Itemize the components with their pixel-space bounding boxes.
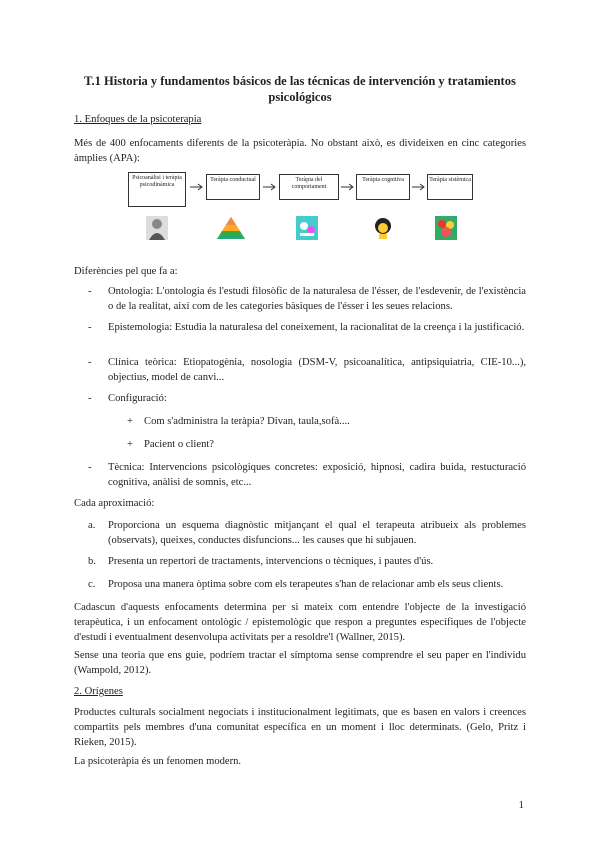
approach-item: Proporciona un esquema diagnòstic mitjançant el qual el terapeuta atribueix als problemes (observats), queixes, conductes disfuncions... les causes que hi subjauen. xyxy=(108,520,526,546)
arrow-icon xyxy=(412,183,426,191)
difference-clinical: Clínica teòrica: Etiopatogènia, nosologia (DSM-V, psicoanalítica, antipsiquiatria, CIE-10...), objectius, model de canvi... xyxy=(108,357,526,383)
page-title: T.1 Historia y fundamentos básicos de las técnicas de intervención y tratamientos psicológicos xyxy=(84,74,516,104)
approach-item: Proposa una manera òptima sobre com els terapeutes s'han de relacionar amb els seus clients. xyxy=(108,579,504,590)
approach-label: b. xyxy=(88,556,96,567)
difference-epistemology: Epistemologia: Estudia la naturalesa del coneixement, la racionalitat de la creença i la justificació. xyxy=(108,322,525,333)
cognitive-icon xyxy=(372,216,394,240)
bullet-dash: - xyxy=(88,462,92,473)
difference-technique: Tècnica: Intervencions psicològiques concretes: exposició, hipnosi, cadira buida, restucturació cognitiva, anàlisi de somnis, etc... xyxy=(108,462,526,488)
paragraph-origins: Productes culturals socialment negociats i institucionalment legitimats, que es basen en valors i creences compartits pels membres d'una comunitat específica en un moment i lloc determinats. (Gelo, Pritz i Rieken, 2015). xyxy=(74,707,526,748)
paragraph-theory: Sense una teoria que ens guie, podríem tractar el símptoma sense comprendre el seu paper en l'individu (Wampold, 2012). xyxy=(74,650,526,676)
bullet-dash: - xyxy=(88,393,92,404)
category-box-behavioral: Teràpia conductual xyxy=(206,174,260,200)
therapy-categories-diagram xyxy=(128,174,473,249)
section-heading-2: 2. Orígenes xyxy=(74,686,123,697)
config-item-patient: Pacient o client? xyxy=(144,439,215,450)
category-box-behavior: Teràpia del comportament xyxy=(279,174,339,200)
arrow-icon xyxy=(341,183,355,191)
arrow-icon xyxy=(263,183,277,191)
approach-heading: Cada aproximació: xyxy=(74,498,155,509)
section-heading-1: 1. Enfoques de la psicoterapia xyxy=(74,114,202,125)
bullet-dash: - xyxy=(88,357,92,368)
bullet-plus: + xyxy=(127,416,133,427)
systemic-illustration xyxy=(435,216,457,240)
difference-configuration: Configuració: xyxy=(108,393,167,404)
config-item-administration: Com s'administra la teràpia? Divan, taula,sofà.... xyxy=(144,416,350,427)
page-number: 1 xyxy=(518,799,524,811)
bullet-dash: - xyxy=(88,322,92,333)
paragraph-modern: La psicoteràpia és un fenomen modern. xyxy=(74,756,242,767)
difference-ontology: Ontologia: L'ontologia és l'estudi filosòfic de la naturalesa de l'ésser, de l'esdevenir, de l'existència o de la realitat, així com de les categories bàsiques de l'ésser i les seues relacions. xyxy=(108,286,526,312)
approach-label: a. xyxy=(88,520,96,531)
paragraph-approaches: Cadascun d'aquests enfocaments determina per si mateix com entendre l'objecte de la investigació terapèutica, i un enfocament ontològic / epistemològic que respon a preguntes específiques de l'objecte d'estudi i eventualment desenvolupa activitats per a resoldre'l (Wallner, 2015). xyxy=(74,602,526,643)
approach-item: Presenta un repertori de tractaments, intervencions o tècniques, i pautes d'ús. xyxy=(108,556,434,567)
approach-label: c. xyxy=(88,579,96,590)
portrait-image xyxy=(146,216,168,240)
category-box-systemic: Teràpia sistèmica xyxy=(427,174,473,200)
pyramid-icon xyxy=(216,216,246,240)
category-box-psychoanalysis: Psicoanàlisi i teràpia psicodinàmica xyxy=(128,172,186,207)
bullet-dash: - xyxy=(88,286,92,297)
differences-heading: Diferències pel que fa a: xyxy=(74,266,178,277)
bullet-plus: + xyxy=(127,439,133,450)
category-box-cognitive: Teràpia cognitiva xyxy=(356,174,410,200)
behavior-illustration xyxy=(296,216,318,240)
intro-paragraph: Més de 400 enfocaments diferents de la psicoteràpia. No obstant això, es divideixen en cinc categories àmplies (APA): xyxy=(74,138,526,164)
arrow-icon xyxy=(190,183,204,191)
